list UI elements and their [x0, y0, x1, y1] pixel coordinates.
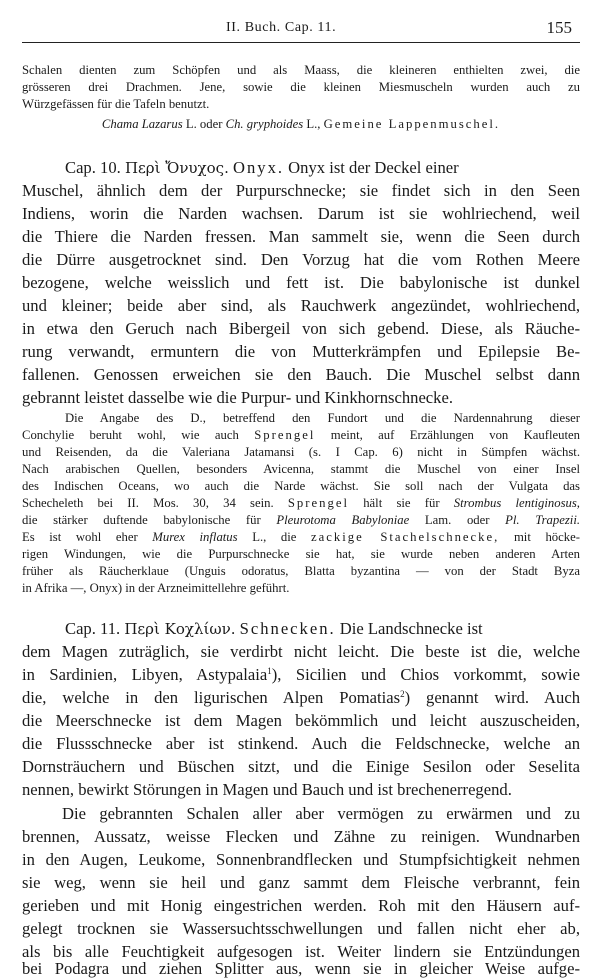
header-rule — [22, 42, 580, 43]
author-name: Sprengel — [287, 496, 349, 510]
text-line: und Reisenden, da die Valeriana Jatamansi (s. I Cap. 6) nicht in Sümpfen wächst. — [22, 445, 580, 459]
text-line: in Afrika —, Onyx) in der Arzneimittellehre geführt. — [22, 581, 290, 595]
text-fragment: die, welche in den ligurischen Alpen Pomatias — [22, 688, 401, 707]
footnote-mark: 2 — [400, 689, 405, 699]
text-fragment: meint, auf Erzählungen von Kaufleuten — [315, 428, 580, 442]
chapter-label: Cap. 10. — [65, 158, 121, 177]
text-line: fallenen. Genossen erweichen sie den Bauch. Die Muschel selbst dann — [22, 365, 580, 384]
author-name: Sprengel — [254, 428, 316, 442]
species-name: Chama Lazarus — [101, 117, 183, 131]
species-name: Pl. Trapezii. — [505, 513, 581, 527]
text-line: grösseren drei Drachmen. Jene, sowie die kleinen Miesmuscheln wurden auch zu — [22, 80, 580, 94]
text-line: gebrannt leistet dasselbe wie die Purpur- und Kinkhornschnecke. — [22, 388, 453, 407]
species-line — [22, 116, 580, 132]
text-line: früher als Räucherklaue (Unguis odoratus, Blatta byzantina — von der Stadt Byza — [22, 564, 580, 578]
text-fragment: Es ist wohl eher — [22, 530, 153, 544]
text-line: gerieben und mit Honig eingestrichen werden. Roh mit den Häusern auf- — [22, 896, 580, 915]
text-line: Muschel, ähnlich dem der Purpurschnecke; sie findet sich in den Seen — [22, 181, 580, 200]
running-title: II. Buch. Cap. 11. — [226, 20, 337, 35]
text-fragment: die stärker duftende babylonische für — [22, 513, 277, 527]
text-line: Würzgefässen für die Tafeln benutzt. — [22, 97, 210, 111]
text-line: Die gebrannten Schalen aller aber vermögen zu erwärmen und zu — [62, 804, 580, 823]
species-name: Strombus lentiginosus, — [453, 496, 580, 510]
text-fragment: mit höcke- — [499, 530, 580, 544]
text-fragment: ), Sicilien und Chios vorkommt, sowie — [271, 665, 580, 684]
species-name: Murex inflatus — [152, 530, 238, 544]
text-line: die Thiere die Narden fressen. Man sammelt sie, wenn die Seen durch — [22, 227, 580, 246]
text-fragment: Conchylie beruht wohl, wie auch — [22, 428, 255, 442]
chapter-label: Cap. 11. — [65, 619, 121, 638]
text-line: Dornsträuchern und Büschen sitzt, und die Einige Sesilon oder Seselita — [22, 757, 580, 776]
text-fragment: Lam. oder — [409, 513, 506, 527]
common-name: zackige Stachelschnecke, — [310, 530, 500, 544]
text-fragment: Die Landschnecke ist — [335, 619, 483, 638]
text-line: rung verwandt, ermuntern die von Mutterkrämpfen und Epilepsie Be- — [22, 342, 580, 361]
text-line: in etwa den Geruch nach Bibergeil von sich gebend. Diese, als Räuche- — [22, 319, 580, 338]
text-line: die Meerschnecke ist dem Magen bekömmlich und leicht auszuscheiden, — [22, 711, 580, 730]
text-fragment: L. oder — [182, 117, 226, 131]
text-line: Schalen dienten zum Schöpfen und als Maass, die kleineren enthielten zwei, die — [22, 63, 580, 77]
page-number: 155 — [546, 18, 572, 37]
text-line — [22, 427, 580, 443]
text-fragment: L., die — [237, 530, 311, 544]
text-line: bezogene, welche weisslich und fett ist. Die babylonische ist dunkel — [22, 273, 580, 292]
text-line: die Flussschnecke aber ist stinkend. Auch die Feldschnecke, welche an — [22, 734, 580, 753]
text-line: sie weg, wenn sie heil und ganz sammt dem Fleische verbrannt, fein — [22, 873, 580, 892]
species-name: Pleurotoma Babyloniae — [276, 513, 410, 527]
text-fragment: ) genannt wird. Auch — [404, 688, 580, 707]
text-line: des Indischen Oceans, wo auch die Narde wächst. Sie soll nach der Vulgata das — [22, 479, 580, 493]
text-line — [22, 664, 580, 686]
chapter-title: Onyx. — [233, 158, 285, 177]
species-name: Ch. gryphoides — [225, 117, 304, 131]
text-fragment: in Sardinien, Libyen, Astypalaia — [22, 665, 268, 684]
page-header — [0, 20, 600, 42]
text-fragment: Onyx ist der Deckel einer — [284, 158, 459, 177]
text-line: und kleiner; beide aber sind, als Rauchwerk angezündet, wohlriechend, — [22, 296, 580, 315]
common-name: Gemeine Lappenmuschel. — [323, 117, 501, 131]
text-line: gelegt trocknen sie Wassersuchtsschwellungen und fallen nicht eher ab, — [22, 919, 580, 938]
chapter-heading-line — [65, 157, 580, 179]
text-line — [22, 495, 580, 511]
text-line: Die Angabe des D., betreffend den Fundort und die Nardennahrung dieser — [65, 411, 580, 425]
footnote-mark: 1 — [267, 666, 272, 676]
text-line: bei Podagra und ziehen Splitter aus, wenn sie in gleicher Weise aufge- — [22, 959, 580, 978]
text-line: rigen Windungen, wie die Purpurschnecke sie hat, sie wurde neben anderen Arten — [22, 547, 580, 561]
text-line: Indiens, worin die Narden wachsen. Darum ist sie wohlriechend, weil — [22, 204, 580, 223]
text-line: in den Augen, Leukome, Sonnenbrandflecken und Stumpfsichtigkeit nehmen — [22, 850, 580, 869]
text-fragment: hält sie für — [348, 496, 454, 510]
text-fragment: Schecheleth bei II. Mos. 30, 34 sein. — [22, 496, 288, 510]
text-line: als bis alle Feuchtigkeit aufgesogen ist. Weiter lindern sie Entzündungen — [22, 942, 580, 961]
greek-title: Περὶ Κοχλίων. — [124, 620, 236, 638]
text-fragment: L., — [303, 117, 324, 131]
text-line: Nach arabischen Quellen, besonders Avicenna, stammt die Muschel von einer Insel — [22, 462, 580, 476]
text-line: brennen, Aussatz, weisse Flecken und Zähne zu reinigen. Wundnarben — [22, 827, 580, 846]
chapter-heading-line — [65, 618, 580, 640]
text-line — [22, 512, 580, 528]
text-line — [22, 529, 580, 545]
chapter-title: Schnecken. — [239, 619, 336, 638]
text-line: die Dürre ausgetrocknet sind. Den Vorzug hat die vom Rothen Meere — [22, 250, 580, 269]
text-line: nennen, bewirkt Störungen in Magen und Bauch und ist brechenerregend. — [22, 780, 512, 799]
text-line: dem Magen zuträglich, sie verdirbt nicht leicht. Die beste ist die, welche — [22, 642, 580, 661]
text-line — [22, 687, 580, 709]
greek-title: Περὶ Ὄνυχος. — [124, 159, 229, 177]
